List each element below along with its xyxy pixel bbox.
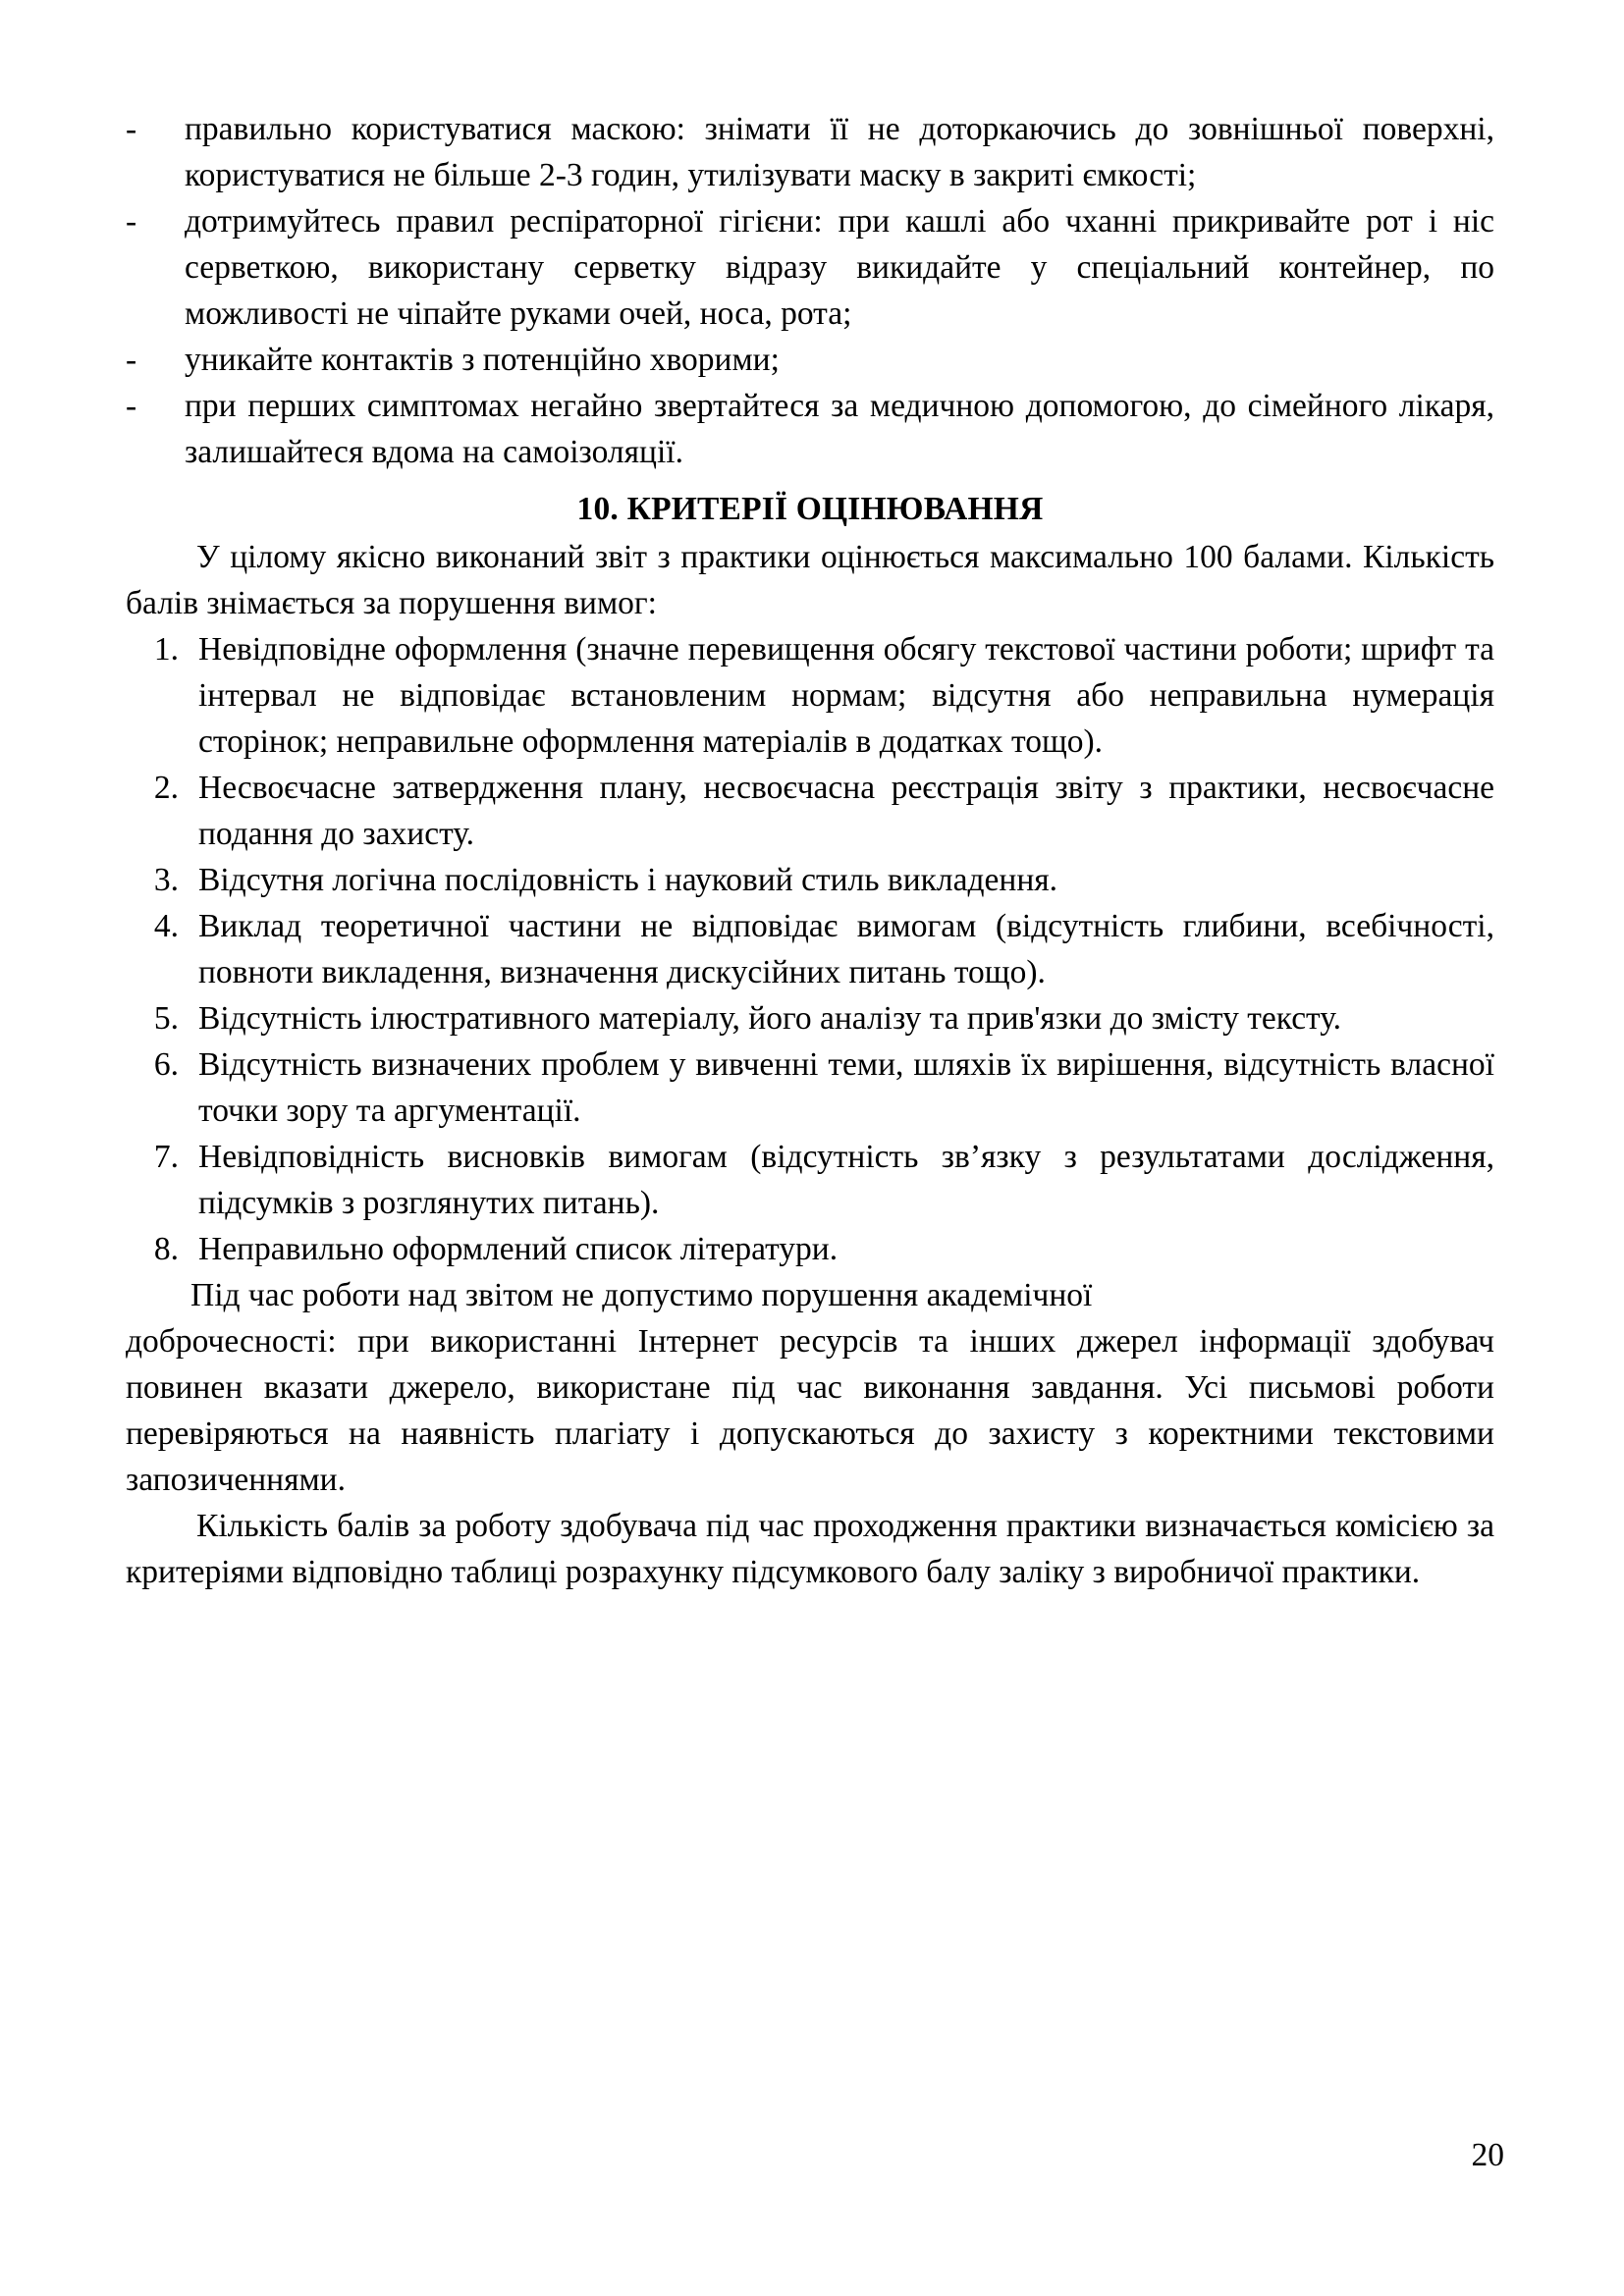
list-item-text: уникайте контактів з потенційно хворими;: [185, 342, 780, 378]
list-item-text: Відсутність визначених проблем у вивченні теми, шляхів їх вирішення, відсутність власної точки зору та аргументації.: [198, 1046, 1494, 1129]
list-item: [126, 383, 1494, 475]
list-item-number: 7.: [153, 1139, 179, 1175]
list-item: [126, 1226, 1494, 1272]
list-item: [126, 765, 1494, 857]
list-item-number: 8.: [153, 1231, 179, 1267]
page-content: [126, 106, 1494, 1595]
list-item: [126, 857, 1494, 903]
page-number: 20: [1471, 2137, 1504, 2173]
list-item: [126, 626, 1494, 765]
dash-marker: -: [126, 388, 137, 424]
list-item-number: 3.: [153, 862, 179, 898]
closing-paragraph-scoring: Кількість балів за роботу здобувача під час проходження практики визначається комісією за критеріями відповідно таблиці розрахунку підсумкового балу заліку з виробничої практики.: [126, 1508, 1494, 1590]
closing-paragraph-academic-integrity: доброчесності: при використанні Інтернет ресурсів та інших джерел інформації здобувач повинен вказати джерело, використане під час виконання завдання. Усі письмові роботи перевіряються на наявність плагіату і допускаються до захисту з коректними текстовими запозиченнями.: [126, 1323, 1494, 1498]
dash-marker: -: [126, 111, 137, 147]
list-item: [126, 1041, 1494, 1134]
criteria-list: [126, 626, 1494, 1272]
list-item-text: Відсутня логічна послідовність і науковий стиль викладення.: [198, 862, 1058, 898]
list-item-text: Виклад теоретичної частини не відповідає вимогам (відсутність глибини, всебічності, повноти викладення, визначення дискусійних питань тощо).: [198, 908, 1494, 990]
list-item-number: 1.: [153, 631, 179, 667]
list-item-text: Невідповідність висновків вимогам (відсутність зв’язку з результатами дослідження, підсумків з розглянутих питань).: [198, 1139, 1494, 1221]
list-item: [126, 1134, 1494, 1226]
list-item-number: 4.: [153, 908, 179, 944]
dash-marker: -: [126, 203, 137, 240]
intro-paragraph: У цілому якісно виконаний звіт з практики оцінюється максимально 100 балами. Кількість балів знімається за порушення вимог:: [126, 539, 1494, 621]
list-item-text: Невідповідне оформлення (значне перевищення обсягу текстової частини роботи; шрифт та інтервал не відповідає встановленим нормам; відсутня або неправильна нумерація сторінок; неправильне оформлення матеріалів в додатках тощо).: [198, 631, 1494, 760]
closing-block: [126, 1272, 1494, 1595]
list-item-text: Відсутність ілюстративного матеріалу, його аналізу та прив'язки до змісту тексту.: [198, 1000, 1342, 1037]
dash-marker: -: [126, 342, 137, 378]
list-item: [126, 903, 1494, 995]
list-item-text: при перших симптомах негайно звертайтеся за медичною допомогою, до сімейного лікаря, залишайтеся вдома на самоізоляції.: [185, 388, 1494, 470]
list-item-text: Неправильно оформлений список літератури.: [198, 1231, 839, 1267]
list-item-text: дотримуйтесь правил респіраторної гігієни: при кашлі або чханні прикривайте рот і ніс серветкою, використану серветку відразу викидайте у спеціальний контейнер, по можливості не чіпайте руками очей, носа, рота;: [185, 203, 1494, 332]
list-item: [126, 337, 1494, 383]
list-item-number: 5.: [153, 1000, 179, 1037]
list-item-number: 6.: [153, 1046, 179, 1083]
precaution-bullet-list: [126, 106, 1494, 475]
list-item-number: 2.: [153, 770, 179, 806]
list-item-text: Несвоєчасне затвердження плану, несвоєчасна реєстрація звіту з практики, несвоєчасне подання до захисту.: [198, 770, 1494, 852]
closing-paragraph-lead: Під час роботи над звітом не допустимо порушення академічної: [190, 1277, 1093, 1313]
list-item: [126, 198, 1494, 337]
list-item: [126, 106, 1494, 198]
list-item-text: правильно користуватися маскою: знімати її не доторкаючись до зовнішньої поверхні, користуватися не більше 2-3 годин, утилізувати маску в закриті ємкості;: [185, 111, 1494, 193]
section-heading: 10. КРИТЕРІЇ ОЦІНЮВАННЯ: [576, 491, 1044, 527]
list-item: [126, 995, 1494, 1041]
